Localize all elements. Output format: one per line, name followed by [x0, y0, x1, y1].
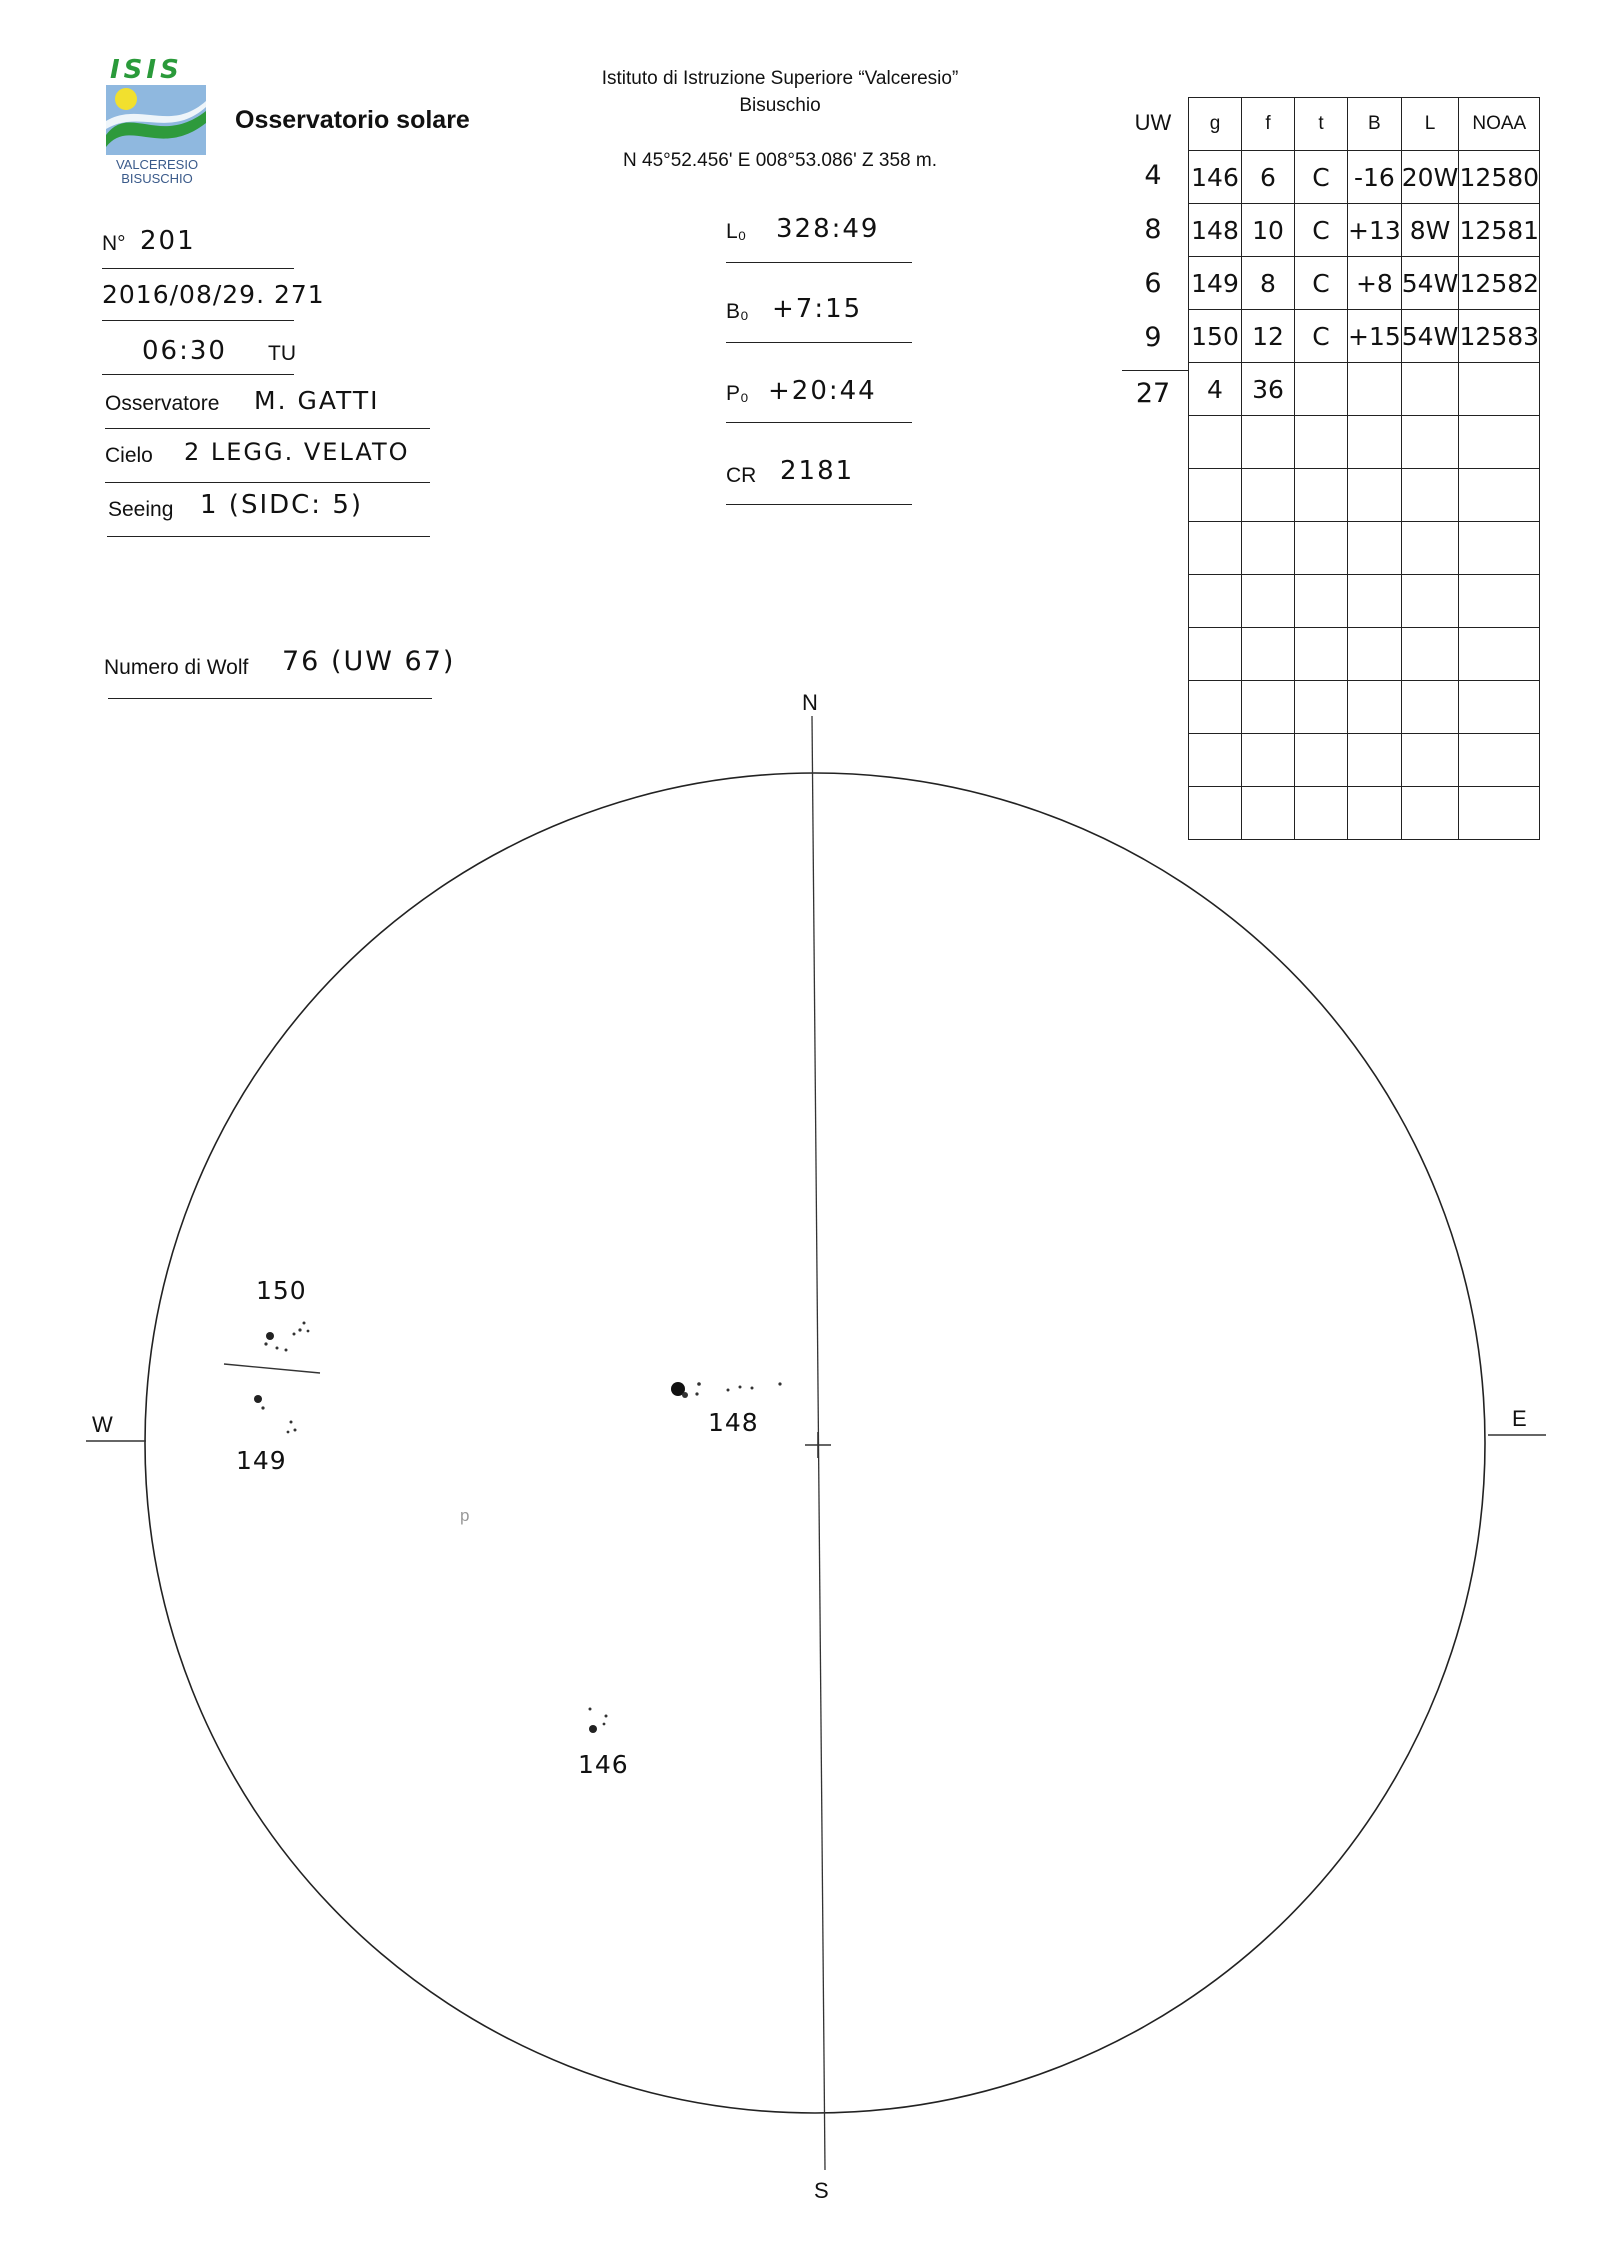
table-cell: 54W: [1401, 257, 1459, 310]
table-cell: 12583: [1459, 310, 1540, 363]
sunspot: [695, 1392, 698, 1395]
table-cell: +13: [1348, 204, 1402, 257]
table-cell: 148: [1189, 204, 1242, 257]
sunspot: [697, 1382, 701, 1386]
sunspot-group-149: [254, 1395, 297, 1433]
west-label: W: [92, 1412, 113, 1437]
logo-mark: ISIS: [110, 55, 183, 85]
record-number-label: N°: [102, 232, 126, 255]
sunspot-group-label: 150: [256, 1276, 307, 1305]
observatory-title: Osservatorio solare: [235, 106, 470, 134]
sunspot: [589, 1725, 597, 1733]
column-header-noaa: NOAA: [1459, 98, 1540, 151]
uw-header: UW: [1134, 110, 1172, 135]
sunspot: [605, 1715, 608, 1718]
sunspot: [589, 1708, 592, 1711]
carrington-rotation-label: CR: [726, 464, 757, 487]
table-cell: 6: [1242, 151, 1295, 204]
table-cell: C: [1295, 204, 1348, 257]
table-cell: +8: [1348, 257, 1402, 310]
b0-label: B₀: [726, 300, 749, 323]
sunspot: [603, 1723, 606, 1726]
b0-value: +7:15: [772, 294, 863, 324]
l0-value: 328:49: [776, 214, 880, 244]
uw-value: 6: [1144, 268, 1162, 299]
sunspot-group-148: [671, 1382, 782, 1398]
uw-value: 9: [1144, 322, 1162, 353]
table-cell: 10: [1242, 204, 1295, 257]
sunspot: [261, 1406, 264, 1409]
sunspot-group-label: 148: [708, 1408, 759, 1437]
solar-disk-outline: [145, 773, 1485, 2113]
table-cell: 54W: [1401, 310, 1459, 363]
table-cell: 149: [1189, 257, 1242, 310]
table-cell: C: [1295, 257, 1348, 310]
observation-time: 06:30: [142, 336, 227, 366]
logo-subtitle: BISUSCHIO: [121, 171, 193, 186]
wolf-number: 76 (UW 67): [282, 646, 456, 677]
faint-mark: p: [460, 1506, 470, 1525]
seeing-label: Seeing: [108, 498, 174, 521]
table-cell: 8: [1242, 257, 1295, 310]
table-cell: +15: [1348, 310, 1402, 363]
table-cell: 8W: [1401, 204, 1459, 257]
table-cell: C: [1295, 151, 1348, 204]
sunspot: [298, 1328, 301, 1331]
table-cell: C: [1295, 310, 1348, 363]
table-cell: -16: [1348, 151, 1402, 204]
uw-total: 27: [1135, 378, 1171, 409]
column-header-t: t: [1295, 98, 1348, 151]
sunspot-group-146: [589, 1708, 608, 1734]
uw-value: 4: [1144, 160, 1162, 191]
table-cell: 12: [1242, 310, 1295, 363]
table-cell: 150: [1189, 310, 1242, 363]
p0-label: P₀: [726, 382, 749, 405]
sunspot: [293, 1333, 296, 1336]
sunspot: [285, 1349, 288, 1352]
sunspot: [254, 1395, 262, 1403]
sunspot: [276, 1347, 279, 1350]
group-separator-line: [224, 1364, 320, 1373]
sunspot: [294, 1429, 297, 1432]
institute-town: Bisuschio: [739, 95, 821, 116]
sky-condition: 2 LEGG. VELATO: [184, 438, 410, 466]
table-cell: 12582: [1459, 257, 1540, 310]
sunspot-group-label: 149: [236, 1446, 287, 1475]
uw-value: 8: [1144, 214, 1162, 245]
table-cell: 12581: [1459, 204, 1540, 257]
sunspot: [264, 1342, 267, 1345]
sunspot: [266, 1332, 274, 1340]
column-header-g: g: [1189, 98, 1242, 151]
table-cell: 20W: [1401, 151, 1459, 204]
seeing-value: 1 (SIDC: 5): [200, 490, 364, 520]
sunspot-group-label: 146: [578, 1750, 629, 1779]
observer-label: Osservatore: [105, 392, 220, 415]
sunspot: [751, 1387, 754, 1390]
sunspot: [287, 1431, 290, 1434]
carrington-rotation-value: 2181: [780, 456, 855, 486]
sunspot: [307, 1330, 310, 1333]
sunspot: [682, 1392, 688, 1398]
p0-value: +20:44: [768, 376, 877, 406]
institute-name: Istituto di Istruzione Superiore “Valceresio”: [601, 68, 959, 89]
time-unit: TU: [268, 342, 296, 365]
south-label: S: [814, 2178, 829, 2203]
table-cell: 36: [1242, 363, 1295, 416]
observer-name: M. GATTI: [254, 386, 380, 415]
station-coordinates: N 45°52.456' E 008°53.086' Z 358 m.: [623, 150, 937, 171]
observation-date: 2016/08/29. 271: [102, 280, 325, 309]
sunspot: [727, 1389, 730, 1392]
table-cell: 146: [1189, 151, 1242, 204]
table-cell: 12580: [1459, 151, 1540, 204]
column-header-f: f: [1242, 98, 1295, 151]
column-header-l: L: [1401, 98, 1459, 151]
column-header-b: B: [1348, 98, 1402, 151]
record-number: 201: [140, 226, 196, 256]
north-label: N: [802, 690, 818, 715]
l0-label: L₀: [726, 220, 747, 243]
sunspot: [739, 1386, 742, 1389]
wolf-number-label: Numero di Wolf: [104, 656, 249, 679]
sunspot: [303, 1322, 306, 1325]
sunspot: [290, 1421, 293, 1424]
sunspot-group-150: [264, 1322, 309, 1352]
sky-label: Cielo: [105, 444, 153, 467]
sunspot: [778, 1382, 781, 1385]
east-label: E: [1512, 1406, 1527, 1431]
table-cell: 4: [1189, 363, 1242, 416]
logo-subtitle: VALCERESIO: [115, 157, 199, 172]
